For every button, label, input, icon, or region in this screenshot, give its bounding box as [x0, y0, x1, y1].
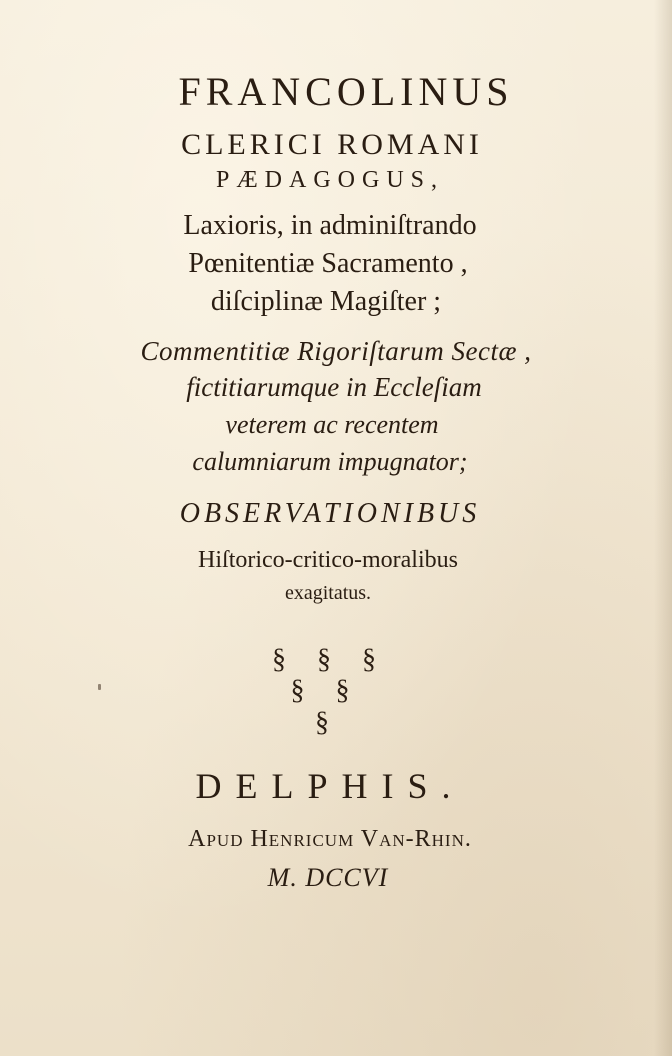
title-line-francolinus: FRANCOLINUS	[178, 69, 514, 114]
subtitle-line-poenitentiae: Pœnitentiæ Sacramento ,	[188, 248, 468, 279]
subtitle-line-fictitiarumque: fictitiarumque in Eccleſiam	[186, 372, 482, 402]
subtitle-line-veterem: veterem ac recentem	[225, 410, 439, 439]
title-line-clerici-romani: CLERICI ROMANI	[181, 128, 483, 161]
subtitle-line-observationibus: OBSERVATIONIBUS	[179, 498, 481, 529]
imprint-publisher: Apud Henricum Van-Rhin.	[188, 826, 472, 852]
section-ornament-row: § §	[290, 675, 362, 706]
section-ornament-row: § § §	[272, 644, 388, 675]
subtitle-line-exagitatus: exagitatus.	[284, 582, 372, 604]
subtitle-line-calumniarum: calumniarum impugnator;	[192, 447, 468, 476]
section-ornament-row: §	[315, 707, 341, 738]
title-line-paedagogus: PÆDAGOGUS,	[215, 167, 445, 193]
imprint-place: DELPHIS.	[195, 766, 465, 806]
subtitle-line-laxioris: Laxioris, in adminiſtrando	[183, 210, 477, 241]
subtitle-line-disciplinae: diſciplinæ Magiſter ;	[210, 286, 442, 317]
imprint-year: M. DCCVI	[267, 863, 389, 892]
ink-speck	[98, 684, 101, 690]
subtitle-line-commentitiae: Commentitiæ Rigoriſtarum Sectæ ,	[140, 336, 532, 366]
subtitle-line-historico: Hiſtorico-critico-moralibus	[198, 547, 458, 573]
